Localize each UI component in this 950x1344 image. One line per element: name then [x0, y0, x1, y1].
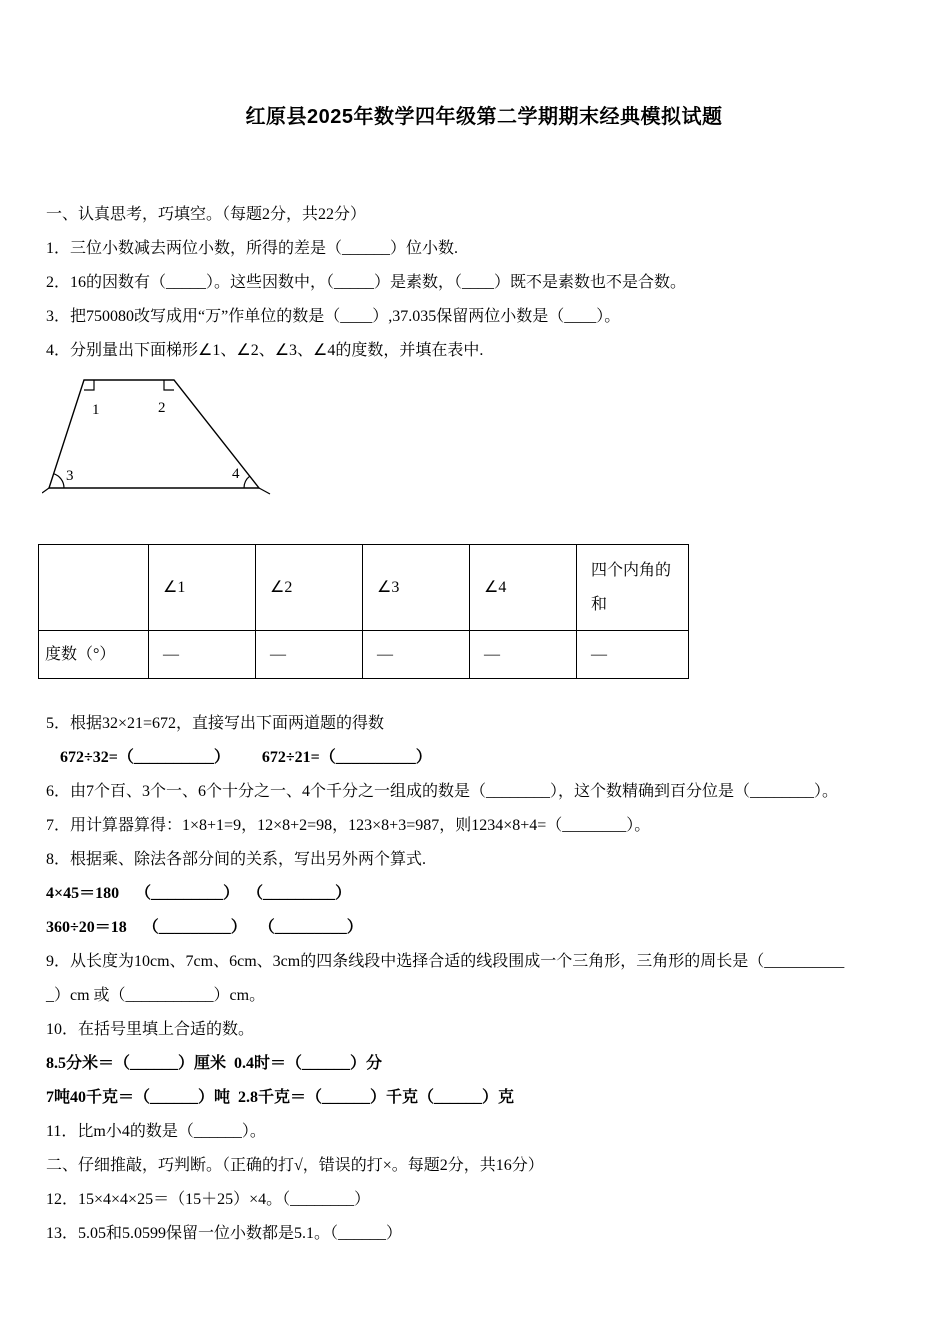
table-blank-angle2: — — [256, 631, 363, 679]
table-header-angle1: ∠1 — [149, 545, 256, 631]
question-4: 4．分别量出下面梯形∠1、∠2、∠3、∠4的度数，并填在表中. — [46, 342, 484, 359]
table-header-angle2: ∠2 — [256, 545, 363, 631]
question-7: 7．用计算器算得：1×8+1=9，12×8+2=98，123×8+3=987，则1234×8+4=（________）。 — [46, 817, 651, 834]
page-title: 红原县2025年数学四年级第二学期期末经典模拟试题 — [245, 106, 723, 128]
angle-label-3: 3 — [66, 468, 74, 484]
angle-label-4: 4 — [232, 466, 240, 482]
table-blank-angle1: — — [149, 631, 256, 679]
table-blank-angle4: — — [470, 631, 577, 679]
table-blank-sum: — — [577, 631, 689, 679]
question-1: 1．三位小数减去两位小数，所得的差是（______）位小数. — [46, 240, 459, 257]
table-header-sum: 四个内角的和 — [577, 545, 689, 631]
edge-tick-right — [259, 488, 270, 494]
question-13: 13．5.05和5.0599保留一位小数都是5.1。（______） — [46, 1225, 403, 1242]
table-header-angle3: ∠3 — [363, 545, 470, 631]
trapezoid-figure — [42, 374, 922, 504]
question-5-answers: 672÷32=（__________） 672÷21=（__________） — [60, 749, 432, 766]
table-header-row — [39, 545, 689, 631]
question-10: 10．在括号里填上合适的数。 — [46, 1021, 255, 1038]
edge-tick-left — [42, 488, 49, 493]
table-blank-angle3: — — [363, 631, 470, 679]
question-9-continued: _）cm 或（___________）cm。 — [46, 987, 266, 1004]
table-row-label: 度数（°） — [39, 631, 149, 679]
question-2: 2．16的因数有（_____）。这些因数中，（_____）是素数，（____）既不是素数也不是合数。 — [46, 274, 687, 291]
question-8-equation2: 360÷20＝18 （_________） （_________） — [46, 919, 363, 936]
question-9: 9．从长度为10cm、7cm、6cm、3cm的四条线段中选择合适的线段围成一个三角形，三角形的周长是（__________ — [46, 953, 845, 970]
angle-arc-4 — [244, 476, 250, 488]
angle-label-2: 2 — [158, 400, 166, 416]
question-12: 12．15×4×4×25＝（15＋25）×4。（________） — [46, 1191, 371, 1208]
angle-mark-2 — [164, 380, 174, 390]
angle-arc-3 — [54, 474, 64, 488]
section-2-heading: 二、仔细推敲，巧判断。（正确的打√，错误的打×。每题2分，共16分） — [46, 1157, 544, 1174]
section-1-heading: 一、认真思考，巧填空。（每题2分，共22分） — [46, 206, 367, 223]
table-header-angle4: ∠4 — [470, 545, 577, 631]
question-3: 3．把750080改写成用“万”作单位的数是（____）,37.035保留两位小数是（____）。 — [46, 308, 621, 325]
table-header-empty — [39, 545, 149, 631]
question-5: 5．根据32×21=672，直接写出下面两道题的得数 — [46, 715, 385, 732]
angles-table — [38, 544, 689, 679]
question-10-line2: 8.5分米＝（______）厘米 0.4时＝（______）分 — [46, 1055, 383, 1072]
question-11: 11．比m小4的数是（______）。 — [46, 1123, 266, 1140]
question-8: 8．根据乘、除法各部分间的关系，写出另外两个算式. — [46, 851, 427, 868]
angle-mark-1 — [84, 380, 94, 390]
trapezoid-svg — [42, 374, 322, 504]
angle-label-1: 1 — [92, 402, 100, 418]
question-10-line3: 7吨40千克＝（______）吨 2.8千克＝（______）千克（______）克 — [46, 1089, 515, 1106]
question-6: 6．由7个百、3个一、6个十分之一、4个千分之一组成的数是（________），这个数精确到百分位是（________）。 — [46, 783, 839, 800]
question-8-equation1: 4×45＝180 （_________） （_________） — [46, 885, 352, 902]
trapezoid-shape — [49, 380, 259, 488]
table-data-row — [39, 631, 689, 679]
